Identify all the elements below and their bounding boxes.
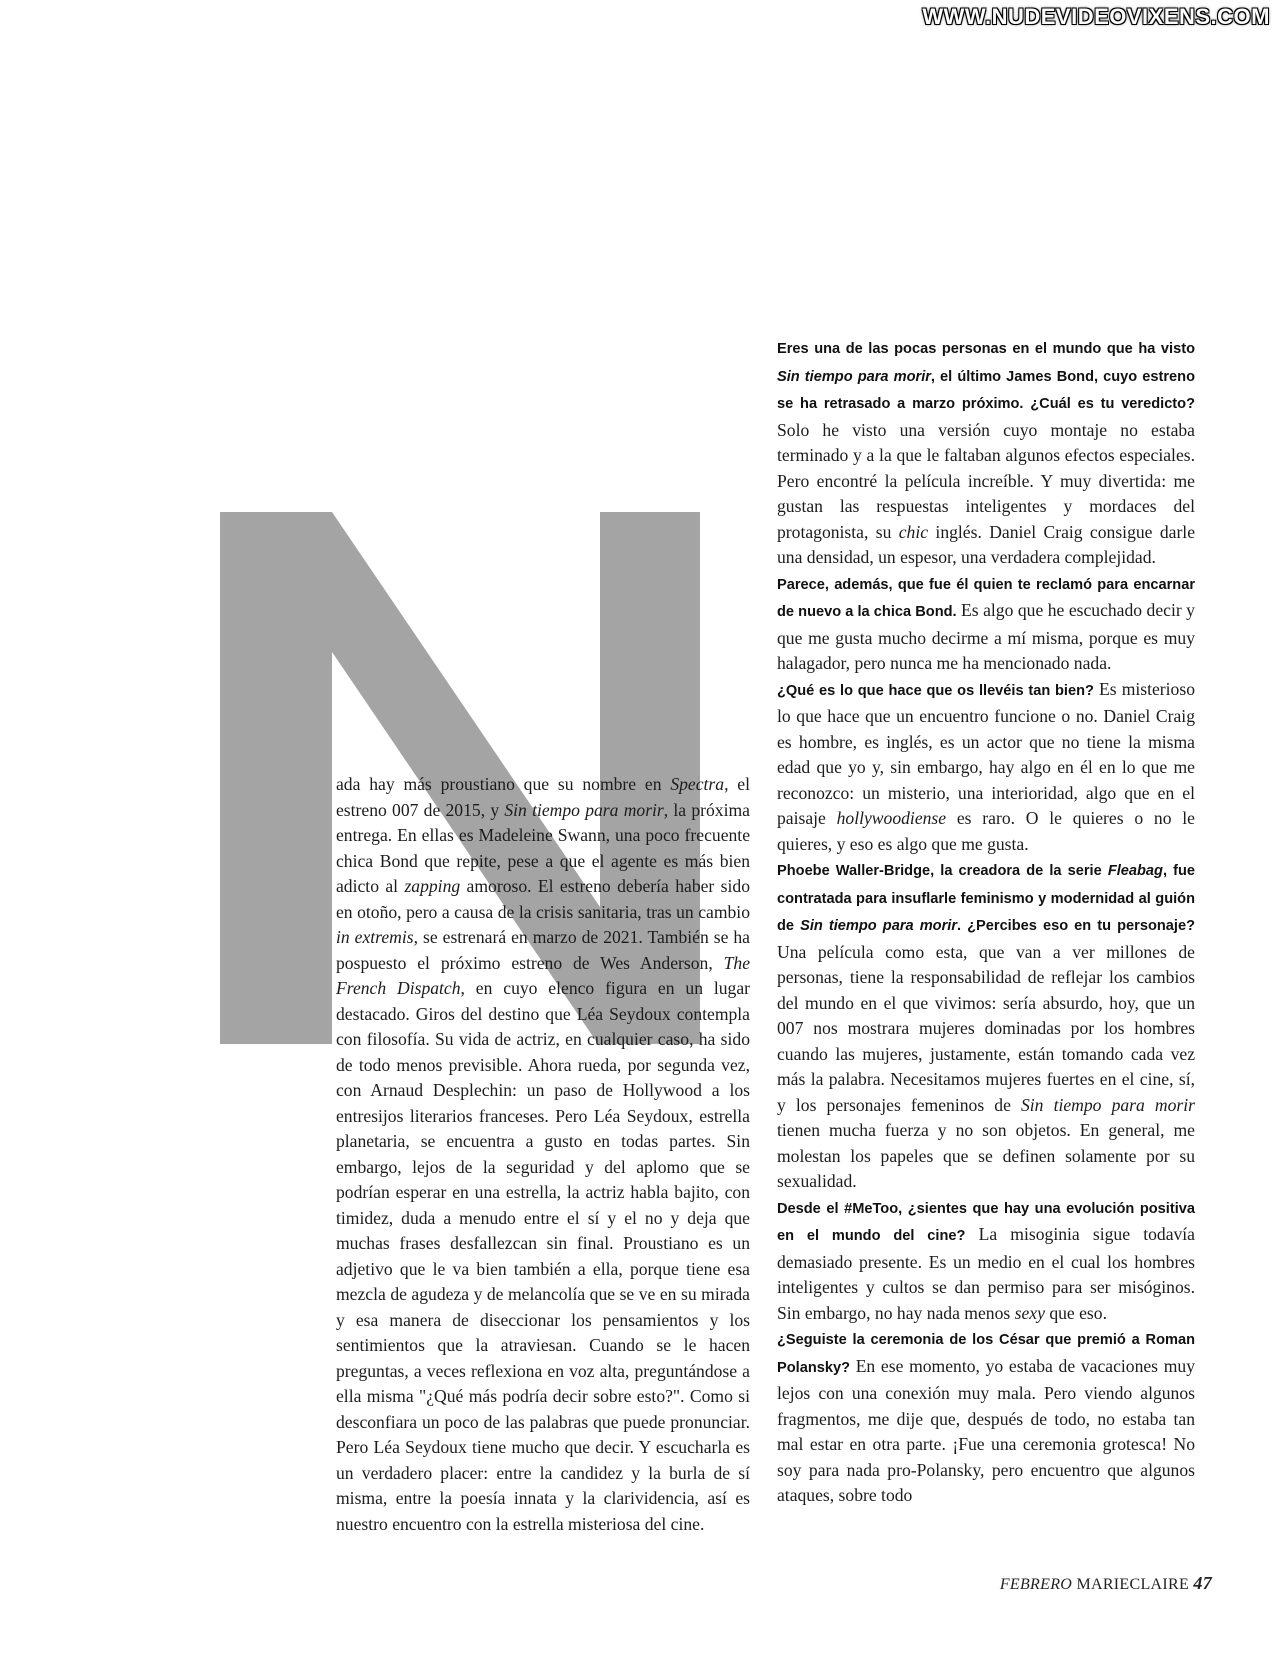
question: Desde el #MeToo, ¿sientes que hay una evolución positiva en el mundo del cine?	[777, 1200, 1195, 1244]
qa-block-5	[777, 1195, 1195, 1327]
answer: En ese momento, yo estaba de vacaciones muy lejos con una conexión muy mala. Pero viendo algunos fragmentos, me dije que, después de todo, no estaba tan mal estar en otra parte. ¡Fue una ceremonia grotesca! No soy para nada pro-Polansky, pero encuentro que algunos ataques, sobre todo	[777, 1355, 1195, 1505]
footer-magazine: MARIECLAIRE	[1076, 1576, 1190, 1593]
answer: Es misterioso lo que hace que un encuentro funcione o no. Daniel Craig es hombre, es inglés, es un actor que no tiene la misma edad que yo y, sin embargo, hay algo en él en lo que me reconozco: un misterio, una interioridad, algo que en el paisaje hollywoodiense es raro. O le quieres o no le quieres, y eso es algo que me gusta.	[777, 678, 1195, 854]
answer: Solo he visto una versión cuyo montaje no estaba terminado y a la que le faltaban algunos efectos especiales. Pero encontré la película increíble. Y muy divertida: me gustan las respuestas inteligentes y mordaces del protagonista, su chic inglés. Daniel Craig consigue darle una densidad, un espesor, una verdadera complejidad.	[777, 419, 1195, 567]
qa-block-3	[777, 677, 1195, 858]
answer: Una película como esta, que van a ver millones de personas, tiene la responsabilidad de reflejar los cambios del mundo en el que vivimos: sería absurdo, hoy, que un 007 nos mostrara mujeres dominadas por los hombres cuando las mujeres, justamente, están tomando cada vez más la palabra. Necesitamos mujeres fuertes en el cine, sí, y los personajes femeninos de Sin tiempo para morir tienen mucha fuerza y no son objetos. En general, me molestan los papeles que se definen solamente por su sexualidad.	[777, 941, 1195, 1191]
answer: La misoginia sigue todavía demasiado presente. Es un medio en el cual los hombres inteligentes y cultos se dan permiso para ser misóginos. Sin embargo, no hay nada menos sexy que eso.	[777, 1224, 1195, 1323]
answer: Es algo que he escuchado decir y que me gusta mucho decirme a mí misma, porque es muy halagador, pero nunca me ha mencionado nada.	[777, 600, 1195, 673]
qa-block-2	[777, 571, 1195, 677]
intro-paragraph: ada hay más proustiano que su nombre en Spectra, el estreno 007 de 2015, y Sin tiempo para morir, la próxima entrega. En ellas es Madeleine Swann, una poco frecuente chica Bond que repite, pese a que el agente es más bien adicto al zapping amoroso. El estreno debería haber sido en otoño, pero a causa de la crisis sanitaria, tras un cambio in extremis, se estrenará en marzo de 2021. También se ha pospuesto el próximo estreno de Wes Anderson, The French Dispatch, en cuyo elenco figura en un lugar destacado. Giros del destino que Léa Seydoux contempla con filosofía. Su vida de actriz, en cualquier caso, ha sido de todo menos previsible. Ahora rueda, por segunda vez, con Arnaud Desplechin: un paso de Hollywood a los entresijos literarios franceses. Pero Léa Seydoux, estrella planetaria, se encuentra a gusto en todas partes. Sin embargo, lejos de la seguridad y del aplomo que se podrían esperar en una estrella, la actriz habla bajito, con timidez, duda a menudo entre el sí y el no y deja que muchas frases desfallezcan sin final. Proustiano es un adjetivo que le va bien también a ella, porque tiene esa mezcla de agudeza y de melancolía que se ve en su mirada y esa manera de diseccionar los pensamientos y los sentimientos que la atraviesan. Cuando se le hacen preguntas, a veces reflexiona en voz alta, preguntándose a ella misma "¿Qué más podría decir sobre esto?". Como si desconfiara un poco de las palabras que puede pronunciar. Pero Léa Seydoux tiene mucho que decir. Y escucharla es un verdadero placer: entre la candidez y la burla de sí misma, entre la poesía innata y la clarividencia, así es nuestro encuentro con la estrella misteriosa del cine.	[336, 774, 750, 1534]
question: Parece, además, que fue él quien te reclamó para encarnar de nuevo a la chica Bond.	[777, 576, 1195, 620]
qa-block-6	[777, 1326, 1195, 1509]
question: Phoebe Waller-Bridge, la creadora de la serie Fleabag, fue contratada para insuflarle feminismo y modernidad al guión de Sin tiempo para morir. ¿Percibes eso en tu personaje?	[777, 863, 1195, 934]
watermark: WWW.NUDEVIDEOVIXENS.COM	[922, 4, 1270, 29]
qa-block-1	[777, 335, 1195, 571]
question: ¿Qué es lo que hace que os llevéis tan bien?	[777, 682, 1094, 699]
footer-month: FEBRERO	[999, 1576, 1073, 1593]
intro-column	[336, 772, 750, 1537]
qa-block-4	[777, 857, 1195, 1195]
page-number: 47	[1193, 1573, 1212, 1593]
page-footer	[1000, 1573, 1212, 1594]
question: ¿Seguiste la ceremonia de los César que premió a Roman Polansky?	[777, 1332, 1195, 1376]
interview-column	[777, 335, 1195, 1509]
question: Eres una de las pocas personas en el mundo que ha visto Sin tiempo para morir, el último James Bond, cuyo estreno se ha retrasado a marzo próximo. ¿Cuál es tu veredicto?	[777, 341, 1195, 412]
